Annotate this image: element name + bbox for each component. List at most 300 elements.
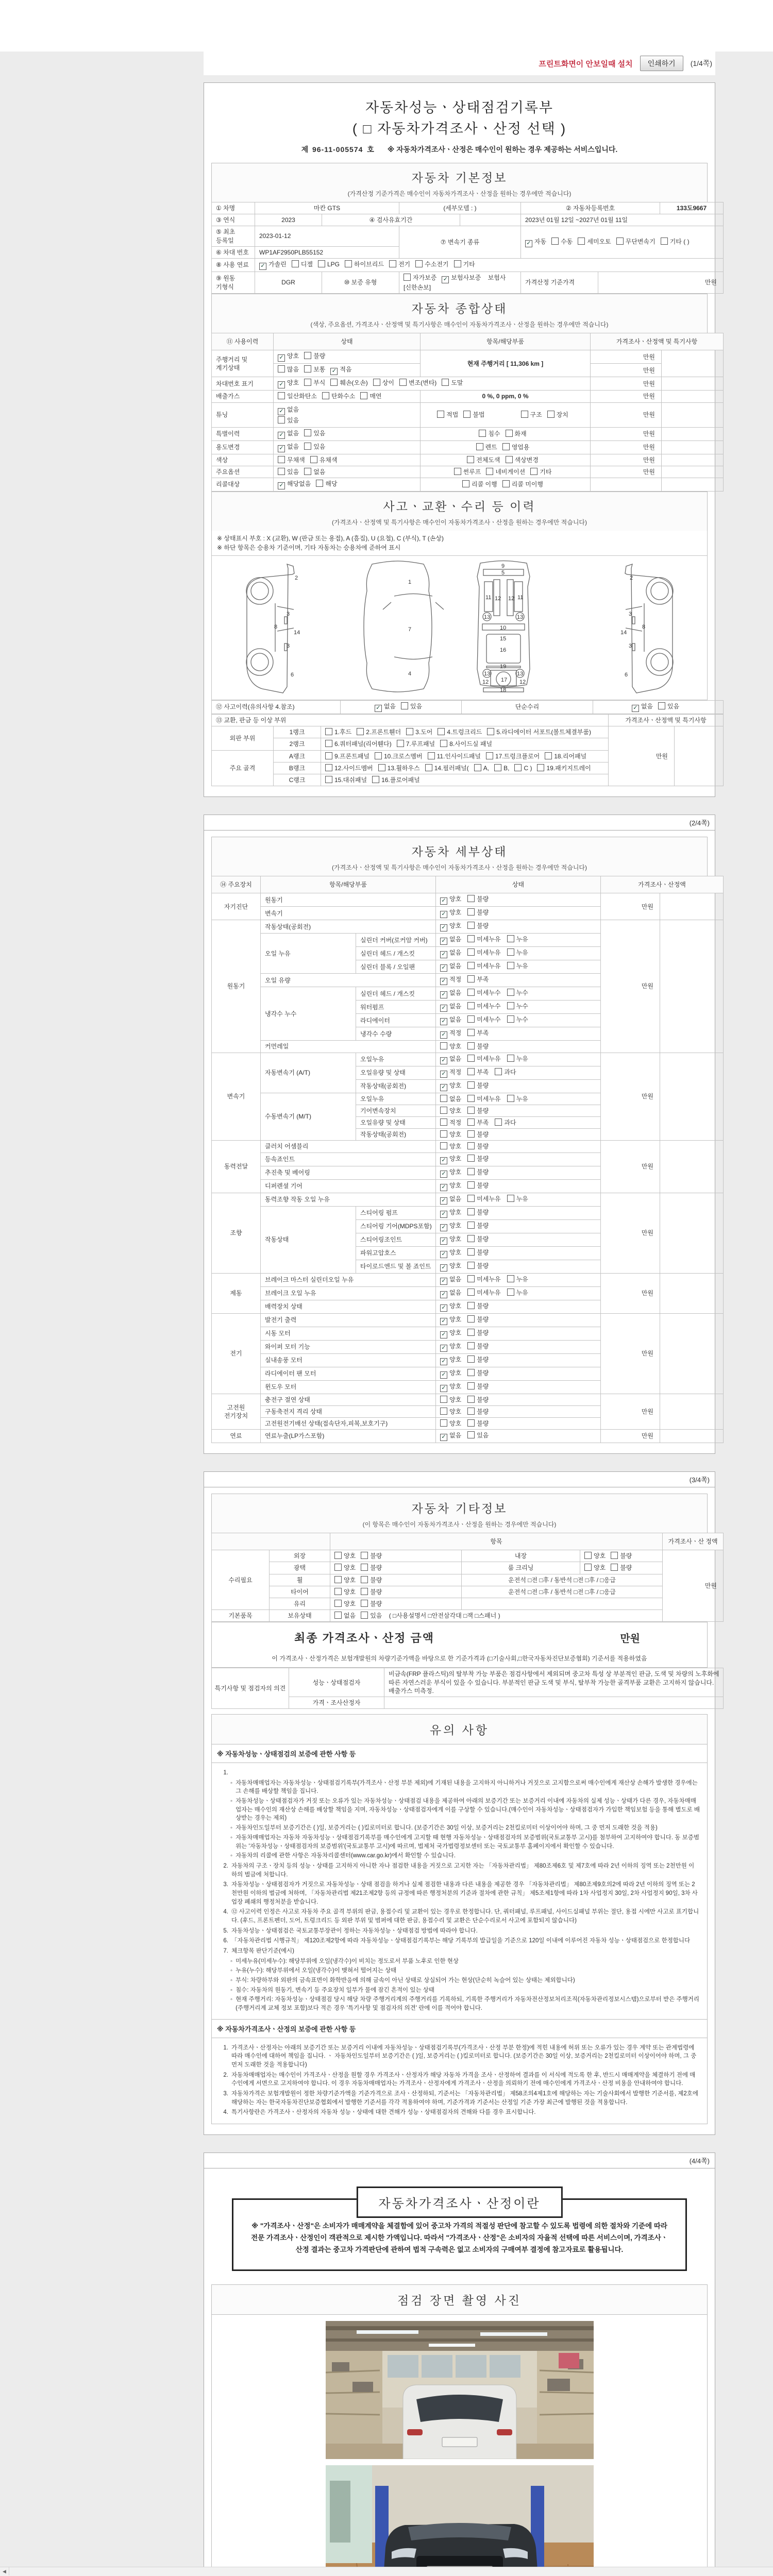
checkbox-checked[interactable]: ✓ — [440, 1211, 447, 1218]
option — [467, 1275, 500, 1283]
checkbox[interactable] — [304, 468, 311, 475]
cell: 원동기 — [212, 920, 261, 1053]
checkbox[interactable] — [334, 1600, 342, 1607]
checkbox[interactable] — [467, 1248, 475, 1256]
option-cell — [421, 454, 591, 466]
checkbox[interactable] — [304, 379, 311, 386]
checkbox[interactable] — [428, 752, 435, 759]
option — [507, 1095, 528, 1103]
option — [389, 260, 410, 268]
checkbox[interactable] — [437, 411, 444, 418]
checkbox-checked[interactable]: ✓ — [440, 1345, 447, 1352]
basic-table — [211, 202, 724, 294]
checkbox[interactable] — [467, 908, 475, 916]
option-cell — [436, 1141, 601, 1153]
checkbox[interactable] — [514, 764, 522, 771]
checkbox[interactable] — [530, 468, 537, 475]
svg-text:9: 9 — [501, 563, 505, 570]
option-label: 양호 — [344, 1600, 356, 1607]
option — [440, 989, 461, 998]
checkbox[interactable] — [360, 392, 367, 399]
option — [462, 480, 497, 488]
checkbox[interactable] — [467, 1419, 475, 1427]
checkbox[interactable] — [440, 1419, 447, 1427]
cell — [660, 893, 724, 920]
checkbox-checked[interactable]: ✓ — [440, 897, 447, 905]
checkbox[interactable] — [486, 752, 493, 759]
checkbox[interactable] — [404, 274, 411, 281]
checkbox[interactable] — [440, 740, 447, 747]
checkbox-checked[interactable]: ✓ — [440, 1184, 447, 1191]
checkbox[interactable] — [325, 752, 332, 759]
checkbox[interactable] — [440, 1408, 447, 1415]
checkbox-checked[interactable]: ✓ — [440, 951, 447, 958]
checkbox[interactable] — [474, 764, 481, 771]
checkbox[interactable] — [389, 260, 396, 267]
checkbox[interactable] — [330, 379, 338, 386]
option-label: 없음 — [344, 1612, 356, 1620]
option — [537, 764, 591, 772]
checkbox[interactable] — [454, 468, 461, 475]
checkbox[interactable] — [415, 260, 423, 267]
checkbox-checked[interactable]: ✓ — [440, 1291, 447, 1298]
option-cell — [436, 1380, 601, 1394]
checkbox[interactable] — [467, 1222, 475, 1229]
checkbox[interactable] — [440, 1118, 447, 1126]
checkbox[interactable] — [278, 392, 285, 399]
checkbox[interactable] — [361, 1564, 368, 1571]
checkbox[interactable] — [661, 238, 668, 245]
checkbox[interactable] — [521, 411, 528, 418]
checkbox[interactable] — [507, 1095, 514, 1102]
checkbox[interactable] — [467, 1302, 475, 1309]
note-item: 4. ⑫ 사고이력 인정은 사고로 자동차 주요 골격 부위의 판금, 용접수리 및 교환이 있는 경우로 한정합니다. 단, 쿼터패널, 루프패널, 사이드실패널 부위는 절단, 용접 시에만 사고로 표기합니다. (후드, 프론트펜더, 도어, 트렁크리드 등 외판 부위 및 범퍼에 대한 판금, 용접수리 및 교환은 단순수리로서 사고에 포함되지 않습니다) — [223, 1909, 699, 1924]
checkbox-checked[interactable]: ✓ — [278, 354, 285, 362]
checkbox[interactable] — [547, 411, 554, 418]
option — [487, 728, 591, 736]
checkbox-checked[interactable]: ✓ — [440, 938, 447, 945]
checkbox[interactable] — [611, 1564, 618, 1571]
checkbox[interactable] — [467, 1329, 475, 1336]
option — [467, 1222, 489, 1230]
checkbox-checked[interactable]: ✓ — [440, 1005, 447, 1012]
checkbox-checked[interactable]: ✓ — [440, 1304, 447, 1312]
option-label: 장치 — [556, 411, 568, 418]
checkbox[interactable] — [462, 480, 469, 487]
checkbox[interactable] — [401, 702, 408, 709]
checkbox[interactable] — [502, 480, 510, 487]
option — [278, 379, 299, 388]
scroll-left-arrow[interactable]: ◀ — [0, 2567, 9, 2575]
checkbox[interactable] — [304, 352, 311, 359]
checkbox[interactable] — [334, 1612, 342, 1619]
checkbox-checked[interactable]: ✓ — [440, 964, 447, 972]
option-label: 18.리어패널 — [554, 752, 587, 760]
svg-text:3: 3 — [628, 643, 632, 650]
checkbox[interactable] — [467, 1181, 475, 1189]
option-label: 양호 — [449, 1419, 462, 1427]
checkbox-checked[interactable]: ✓ — [525, 240, 532, 247]
cell: ④ 검사유효기간 — [322, 214, 460, 226]
checkbox[interactable] — [278, 456, 285, 463]
checkbox[interactable] — [357, 728, 364, 735]
checkbox[interactable] — [495, 1068, 502, 1075]
checkbox[interactable] — [611, 1552, 618, 1559]
checkbox[interactable] — [318, 260, 325, 267]
cell: 라디에이터 — [356, 1014, 436, 1027]
option-label: 보험사보증 — [451, 274, 481, 281]
checkbox-checked[interactable]: ✓ — [440, 1434, 447, 1441]
checkbox[interactable] — [467, 1015, 475, 1023]
option — [467, 1369, 489, 1377]
checkbox[interactable] — [361, 1576, 368, 1583]
option-label: 구조 — [530, 411, 542, 418]
option — [454, 468, 481, 476]
option-cell — [521, 226, 724, 259]
checkbox[interactable] — [467, 1042, 475, 1049]
option — [507, 989, 528, 997]
checkbox[interactable] — [467, 1107, 475, 1114]
option-label: 누유 — [516, 962, 528, 970]
checkbox[interactable] — [467, 1342, 475, 1349]
cell: 운전석 □전 □후 / 동반석 □전 □후 / □응급 — [462, 1586, 663, 1598]
option — [345, 260, 384, 268]
checkbox-checked[interactable]: ✓ — [440, 1238, 447, 1245]
option-label: 리콜 이행 — [472, 481, 497, 488]
checkbox[interactable] — [506, 430, 513, 437]
option-label: 불량 — [477, 1329, 489, 1336]
checkbox[interactable] — [316, 480, 323, 487]
checkbox[interactable] — [507, 989, 514, 996]
checkbox[interactable] — [440, 1396, 447, 1403]
option-cell — [321, 726, 609, 738]
checkbox[interactable] — [334, 1576, 342, 1583]
checkbox[interactable] — [507, 935, 514, 942]
cell: 가격조사ㆍ산 정액 — [663, 1533, 724, 1550]
checkbox[interactable] — [463, 411, 470, 418]
checkbox-checked[interactable]: ✓ — [440, 1171, 447, 1178]
checkbox[interactable] — [467, 1081, 475, 1089]
option-label: B, — [503, 764, 510, 772]
option — [404, 274, 436, 282]
checkbox-checked[interactable]: ✓ — [440, 1278, 447, 1285]
checkbox[interactable] — [616, 238, 624, 245]
checkbox[interactable] — [467, 1168, 475, 1175]
option-label: 2.프론트휀더 — [366, 728, 401, 736]
checkbox[interactable] — [440, 1130, 447, 1138]
checkbox[interactable] — [375, 752, 382, 759]
option — [467, 1095, 500, 1103]
checkbox[interactable] — [325, 728, 332, 735]
checkbox[interactable] — [467, 1029, 475, 1036]
checkbox[interactable] — [399, 379, 407, 386]
checkbox[interactable] — [467, 1396, 475, 1403]
svg-text:12: 12 — [508, 596, 514, 602]
cell: ⑩ 보증 유형 — [322, 272, 399, 293]
checkbox[interactable] — [304, 443, 311, 450]
option-label: 누유 — [516, 949, 528, 957]
option — [440, 962, 461, 972]
checkbox-checked[interactable]: ✓ — [278, 381, 285, 388]
checkbox[interactable] — [507, 1055, 514, 1062]
option — [440, 908, 461, 918]
option-cell — [255, 258, 724, 272]
checkbox-checked[interactable]: ✓ — [440, 1071, 447, 1078]
cell: 실린더 헤드 / 개스킷 — [356, 987, 436, 1001]
checkbox-checked[interactable]: ✓ — [632, 705, 639, 712]
checkbox[interactable] — [467, 1118, 475, 1126]
checkbox[interactable] — [325, 776, 332, 783]
checkbox[interactable] — [507, 1289, 514, 1296]
note-subitem: ◦ 누유(누수): 해당부위에서 오일(냉각수)이 맺혀서 떨어지는 상태 — [230, 1968, 397, 1974]
checkbox[interactable] — [507, 1015, 514, 1023]
checkbox[interactable] — [467, 1315, 475, 1323]
checkbox-checked[interactable]: ✓ — [440, 1318, 447, 1325]
option-label: 누유 — [516, 1289, 528, 1296]
checkbox[interactable] — [467, 922, 475, 929]
checkbox-checked[interactable]: ✓ — [440, 1264, 447, 1272]
acc_row-table — [211, 700, 724, 714]
option-label: 누수 — [516, 1016, 528, 1024]
checkbox[interactable] — [467, 1208, 475, 1215]
checkbox-checked[interactable]: ✓ — [440, 924, 447, 931]
horizontal-scrollbar[interactable] — [0, 2567, 773, 2576]
option-cell — [436, 1041, 601, 1053]
cell — [660, 1193, 724, 1273]
final-price-block — [211, 1622, 708, 1668]
checkbox[interactable] — [322, 392, 329, 399]
checkbox[interactable] — [584, 1552, 592, 1559]
option-label: 기타 — [540, 468, 552, 476]
checkbox[interactable] — [345, 260, 352, 267]
checkbox[interactable] — [361, 1600, 368, 1607]
checkbox-checked[interactable]: ✓ — [440, 1057, 447, 1064]
option — [292, 260, 313, 268]
overall-table — [211, 333, 724, 492]
option — [467, 1042, 489, 1050]
checkbox[interactable] — [658, 702, 665, 709]
checkbox[interactable] — [507, 1195, 514, 1202]
option-label: 없음 — [449, 1095, 462, 1103]
checkbox[interactable] — [476, 443, 483, 450]
final-price-note: 이 가격조사ㆍ산정가격은 보험개발원의 차량기준가액을 바탕으로 한 기준가격과 (□기술사회,□한국자동차진단보증협회) 기준서를 적용하였음 — [272, 1655, 647, 1663]
checkbox-checked[interactable]: ✓ — [440, 1197, 447, 1205]
option-label: 침수 — [488, 430, 500, 438]
checkbox[interactable] — [373, 379, 380, 386]
checkbox-checked[interactable]: ✓ — [440, 978, 447, 985]
option-cell — [436, 1340, 601, 1353]
checkbox[interactable] — [507, 948, 514, 956]
option-label: 없음 — [287, 443, 299, 450]
checkbox[interactable] — [467, 948, 475, 956]
checkbox[interactable] — [440, 1095, 447, 1102]
checkbox[interactable] — [325, 740, 332, 747]
checkbox[interactable] — [467, 1369, 475, 1376]
checkbox[interactable] — [278, 468, 285, 475]
checkbox-checked[interactable]: ✓ — [440, 1251, 447, 1258]
top-white-band — [0, 0, 773, 52]
checkbox-checked[interactable]: ✓ — [440, 991, 447, 998]
checkbox[interactable] — [507, 962, 514, 969]
checkbox[interactable] — [440, 1042, 447, 1049]
checkbox[interactable] — [467, 1235, 475, 1242]
cell: 파워고압호스 — [356, 1246, 436, 1260]
checkbox-checked[interactable]: ✓ — [440, 1157, 447, 1164]
option — [361, 1552, 382, 1560]
checkbox-checked[interactable]: ✓ — [259, 263, 266, 270]
checkbox-checked[interactable]: ✓ — [440, 1031, 447, 1039]
checkbox[interactable] — [292, 260, 299, 267]
checkbox-checked[interactable]: ✓ — [278, 482, 285, 489]
checkbox[interactable] — [545, 752, 552, 759]
notes-section2-head: ※ 자동차가격조사ㆍ산정의 보증에 관한 사항 등 — [211, 2020, 708, 2038]
checkbox[interactable] — [506, 456, 513, 463]
checkbox[interactable] — [361, 1612, 368, 1619]
option-label: 양호 — [344, 1564, 356, 1572]
checkbox-checked[interactable]: ✓ — [375, 705, 382, 712]
checkbox[interactable] — [467, 989, 475, 996]
checkbox[interactable] — [487, 728, 494, 735]
option-cell — [274, 350, 421, 364]
option-cell: 없음 있음 ( □사용설명서 □안전삼각대 □잭 □스패너 ) — [330, 1610, 724, 1622]
checkbox-checked[interactable]: ✓ — [440, 1371, 447, 1379]
checkbox[interactable] — [467, 1408, 475, 1415]
checkbox[interactable] — [507, 1275, 514, 1282]
cell: 1랭크 — [274, 726, 321, 738]
option — [442, 379, 463, 387]
option — [502, 443, 530, 451]
checkbox[interactable] — [467, 1068, 475, 1075]
accident-history-row-host — [211, 700, 708, 714]
checkbox-checked[interactable]: ✓ — [442, 276, 449, 283]
checkbox[interactable] — [467, 1195, 475, 1202]
option-cell — [436, 1219, 601, 1233]
checkbox[interactable] — [507, 1002, 514, 1009]
checkbox[interactable] — [397, 740, 404, 747]
option — [372, 776, 420, 784]
checkbox[interactable] — [551, 238, 559, 245]
checkbox-checked[interactable]: ✓ — [440, 1385, 447, 1392]
checkbox[interactable] — [494, 764, 501, 771]
checkbox-checked[interactable]: ✓ — [330, 368, 338, 375]
option-label: 수동 — [561, 238, 573, 245]
checkbox[interactable] — [467, 1355, 475, 1363]
checkbox[interactable] — [467, 1289, 475, 1296]
checkbox[interactable] — [467, 975, 475, 982]
option-label: 없음 — [449, 989, 462, 997]
checkbox[interactable] — [442, 379, 449, 386]
checkbox-checked[interactable]: ✓ — [278, 445, 285, 452]
checkbox[interactable] — [584, 1564, 592, 1571]
checkbox[interactable] — [502, 443, 510, 450]
checkbox[interactable] — [467, 1275, 475, 1282]
checkbox[interactable] — [334, 1588, 342, 1595]
checkbox[interactable] — [325, 764, 332, 771]
checkbox[interactable] — [304, 365, 311, 372]
checkbox-checked[interactable]: ✓ — [278, 432, 285, 439]
note-item: 2. 자동차의 구조ㆍ장치 등의 성능ㆍ상태를 고지하지 아니한 자나 점검한 내용을 거짓으로 고지한 자는 「자동차관리법」 제80조제6호 및 제7호에 따라 2년 이하의 징역 또는 2천만원 이하의 벌금에 처합니다. — [223, 1862, 695, 1878]
checkbox[interactable] — [334, 1552, 342, 1559]
checkbox[interactable] — [425, 764, 432, 771]
option — [467, 1396, 489, 1404]
install-notice[interactable]: 프린트화면이 안보일때 설치 — [539, 59, 633, 69]
checkbox[interactable] — [495, 1118, 502, 1126]
option-cell — [330, 1550, 462, 1562]
option — [467, 456, 500, 464]
checkbox-checked[interactable]: ✓ — [440, 1018, 447, 1025]
cell: 만원 — [601, 1313, 660, 1394]
checkbox[interactable] — [467, 1262, 475, 1269]
section-overall-header — [211, 294, 708, 333]
checkbox-checked[interactable]: ✓ — [278, 408, 285, 415]
option — [375, 702, 396, 712]
checkbox[interactable] — [454, 260, 461, 267]
checkbox[interactable] — [278, 416, 285, 423]
checkbox[interactable] — [467, 1142, 475, 1149]
option — [658, 702, 679, 710]
option-label: 양호 — [449, 1235, 462, 1243]
checkbox[interactable] — [467, 456, 474, 463]
checkbox[interactable] — [438, 728, 445, 735]
checkbox[interactable] — [467, 935, 475, 942]
checkbox[interactable] — [406, 728, 413, 735]
note-subitem: ◦ 자동차인도일부터 보증기간은 ( )일, 보증거리는 ( )킬로미터로 합니다. (보증기간은 30일 이상, 보증거리는 2천킬로미터 이상이어야 하며, 그 중 먼저 도래한 것을 적용) — [230, 1825, 658, 1832]
checkbox[interactable] — [467, 1155, 475, 1162]
option — [304, 429, 325, 437]
checkbox-checked[interactable]: ✓ — [440, 1358, 447, 1365]
checkbox[interactable] — [361, 1588, 368, 1595]
option-label: 누유 — [516, 1055, 528, 1062]
checkbox[interactable] — [467, 962, 475, 969]
checkbox[interactable] — [578, 238, 585, 245]
checkbox[interactable] — [467, 1382, 475, 1389]
checkbox[interactable] — [467, 1055, 475, 1062]
checkbox[interactable] — [467, 1431, 475, 1438]
svg-text:14: 14 — [293, 630, 300, 636]
option — [495, 1118, 516, 1127]
option — [437, 411, 458, 419]
checkbox-checked[interactable]: ✓ — [440, 1224, 447, 1231]
checkbox[interactable] — [467, 1130, 475, 1138]
option-label: 있음 — [313, 429, 326, 437]
checkbox[interactable] — [304, 429, 311, 436]
cell — [660, 1141, 724, 1193]
option-label: 미세누유 — [477, 962, 501, 970]
checkbox[interactable] — [467, 1002, 475, 1009]
checkbox[interactable] — [486, 468, 493, 475]
checkbox-checked[interactable]: ✓ — [440, 1084, 447, 1091]
checkbox[interactable] — [361, 1552, 368, 1559]
option-label: 양호 — [449, 1168, 462, 1176]
checkbox-checked[interactable]: ✓ — [440, 1331, 447, 1338]
option — [415, 260, 448, 268]
checkbox[interactable] — [440, 1107, 447, 1114]
checkbox[interactable] — [440, 1142, 447, 1149]
checkbox[interactable] — [310, 456, 317, 463]
checkbox[interactable] — [537, 764, 544, 771]
checkbox[interactable] — [467, 895, 475, 902]
option — [507, 1275, 528, 1283]
checkbox[interactable] — [467, 1095, 475, 1102]
checkbox[interactable] — [378, 764, 385, 771]
checkbox-checked[interactable]: ✓ — [440, 911, 447, 918]
checkbox[interactable] — [334, 1564, 342, 1571]
checkbox[interactable] — [278, 365, 285, 372]
option-label: 양호 — [449, 1369, 462, 1377]
checkbox[interactable] — [372, 776, 379, 783]
print-button[interactable]: 인쇄하기 — [640, 56, 683, 71]
checkbox[interactable] — [479, 430, 486, 437]
